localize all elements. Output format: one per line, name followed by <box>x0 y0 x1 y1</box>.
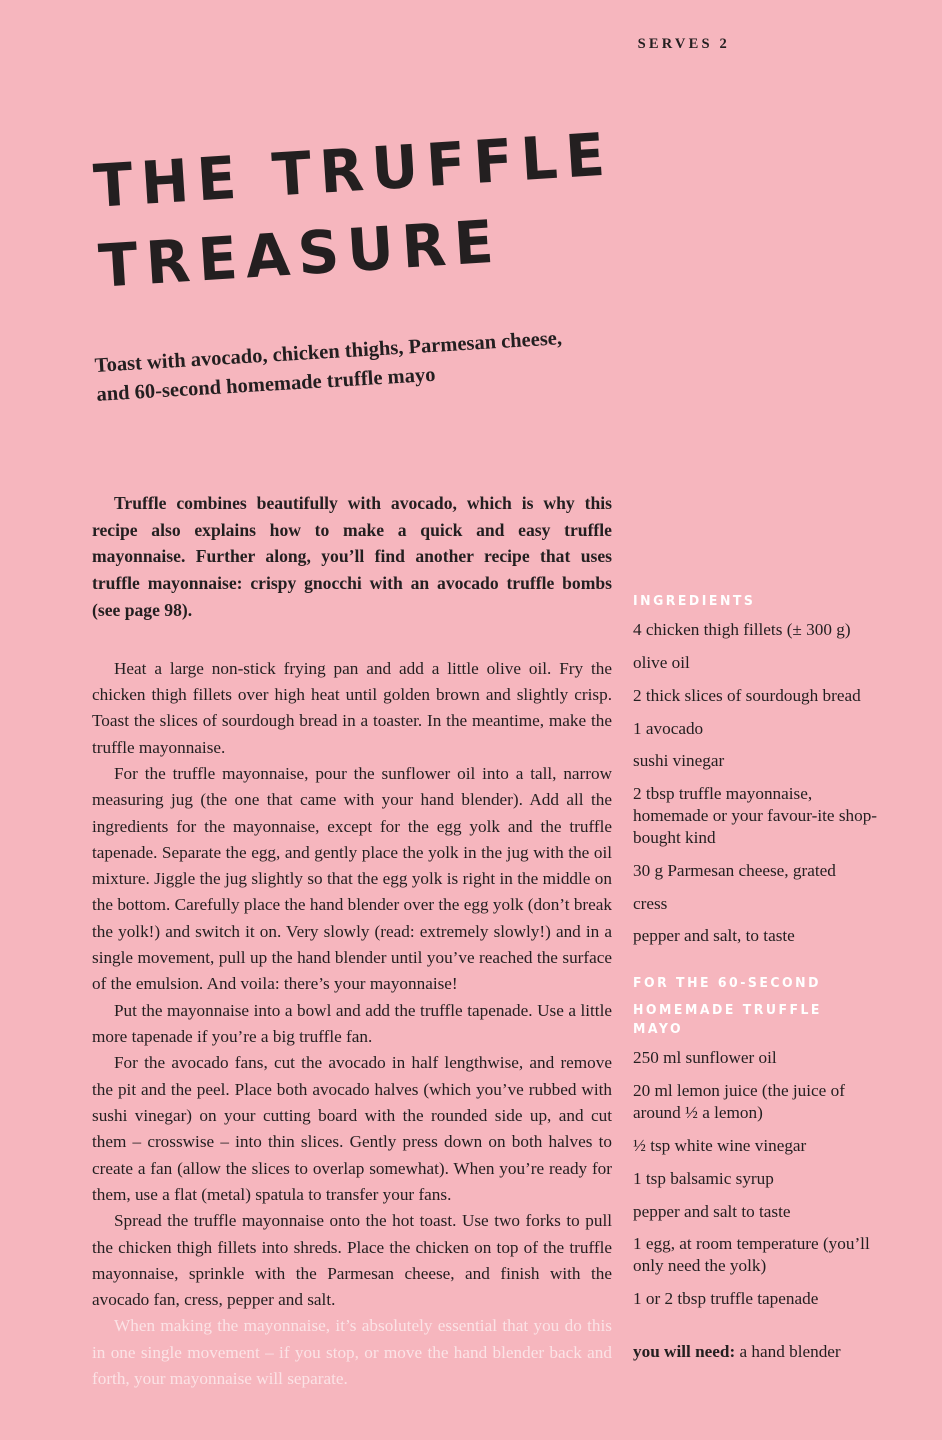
mayo-ingredient-item: 1 tsp balsamic syrup <box>633 1168 774 1188</box>
recipe-tip-paragraph: When making the mayonnaise, it’s absolutely essential that you do this in one single movement – if you stop, or move the hand blender back and forth, your mayonnaise will separate. <box>92 1316 612 1389</box>
recipe-subtitle: Toast with avocado, chicken thighs, Parmesan cheese, and 60-second homemade truffle mayo <box>94 327 563 407</box>
mayo-ingredient-item: pepper and salt to taste <box>633 1201 791 1221</box>
ingredients-column <box>633 592 883 1363</box>
recipe-body-column <box>92 490 612 1392</box>
mayo-ingredient-item: ½ tsp white wine vinegar <box>633 1135 807 1155</box>
mayo-ingredient-item: 250 ml sunflower oil <box>633 1048 777 1068</box>
you-will-need-value: a hand blender <box>735 1342 841 1361</box>
recipe-intro-paragraph: Truffle combines beautifully with avocado, which is why this recipe also explains how to make a quick and easy truffle mayonnaise. Further along, you’ll find another recipe that uses truffle mayonnaise: crispy gnocchi with an avocado truffle bombs (see page 98). <box>92 493 612 620</box>
ingredient-item: sushi vinegar <box>633 751 725 771</box>
mayo-heading-line-1: FOR THE 60-SECOND <box>633 976 821 992</box>
ingredient-item: olive oil <box>633 652 690 672</box>
ingredient-item: 30 g Parmesan cheese, grated <box>633 860 836 880</box>
recipe-step-4: For the avocado fans, cut the avocado in half lengthwise, and remove the pit and the peel. Place both avocado halves (which you’ve rubbed with sushi vinegar) on your cutting board with the rounded side up, and cut them – crosswise – into thin slices. Gently press down on both halves to create a fan (allow the slices to overlap somewhat). When you’re ready for them, use a flat (metal) spatula to transfer your fans. <box>92 1053 612 1204</box>
serves-label: SERVES 2 <box>637 36 730 52</box>
ingredient-item: pepper and salt, to taste <box>633 926 795 946</box>
you-will-need-label: you will need: <box>633 1342 736 1361</box>
recipe-title <box>91 119 620 302</box>
ingredient-item: 2 tbsp truffle mayonnaise, homemade or your favour-ite shop-bought kind <box>633 784 878 847</box>
mayo-heading-line-2: HOMEMADE TRUFFLE MAYO <box>633 1003 822 1038</box>
mayo-ingredient-item: 1 or 2 tbsp truffle tapenade <box>633 1289 819 1309</box>
ingredient-item: 2 thick slices of sourdough bread <box>633 685 861 705</box>
ingredient-item: 4 chicken thigh fillets (± 300 g) <box>633 620 851 640</box>
ingredients-heading: INGREDIENTS <box>633 594 756 609</box>
ingredient-item: 1 avocado <box>633 718 704 738</box>
mayo-ingredient-item: 1 egg, at room temperature (you’ll only need the yolk) <box>633 1234 870 1276</box>
recipe-title-line-2: TREASURE <box>96 206 504 302</box>
recipe-title-line-1: THE TRUFFLE <box>91 119 615 221</box>
mayo-ingredient-item: 20 ml lemon juice (the juice of around ½ a lemon) <box>633 1081 845 1123</box>
recipe-step-3: Put the mayonnaise into a bowl and add the truffle tapenade. Use a little more tapenade if you’re a big truffle fan. <box>92 1000 612 1047</box>
recipe-step-5: Spread the truffle mayonnaise onto the hot toast. Use two forks to pull the chicken thigh fillets into shreds. Place the chicken on top of the truffle mayonnaise, sprinkle with the Parmesan cheese, and finish with the avocado fan, cress, pepper and salt. <box>92 1211 612 1310</box>
ingredient-item: cress <box>633 893 668 913</box>
recipe-step-2: For the truffle mayonnaise, pour the sunflower oil into a tall, narrow measuring jug (the one that came with your hand blender). Add all the ingredients for the mayonnaise, except for the egg yolk and the truffle tapenade. Separate the egg, and gently place the yolk in the jug with the oil mixture. Jiggle the jug slightly so that the egg yolk is right in the middle on the bottom. Carefully place the hand blender over the egg yolk (don’t break the yolk!) and switch it on. Very slowly (read: extremely slowly!) and in a single movement, pull up the hand blender until you’ve reached the surface of the emulsion. And voila: there’s your mayonnaise! <box>92 763 612 994</box>
you-will-need <box>633 1341 883 1363</box>
recipe-step-1: Heat a large non-stick frying pan and add a little olive oil. Fry the chicken thigh fillets over high heat until golden brown and slightly crisp. Toast the slices of sourdough bread in a toaster. In the meantime, make the truffle mayonnaise. <box>92 658 612 757</box>
